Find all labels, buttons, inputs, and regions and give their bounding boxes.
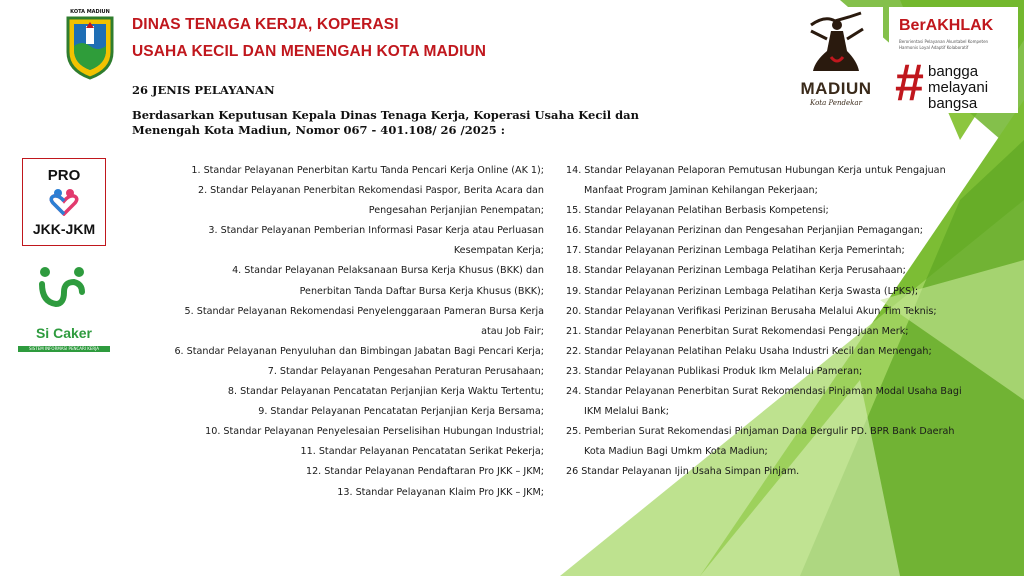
pro-logo-top-text: PRO: [47, 167, 81, 184]
list-item: 1. Standar Pelayanan Penerbitan Kartu Tanda Pencari Kerja Online (AK 1);: [191, 165, 544, 176]
list-item: 13. Standar Pelayanan Klaim Pro JKK – JKM;: [337, 486, 544, 498]
page-title-line-1: DINAS TENAGA KERJA, KOPERASI: [132, 16, 399, 33]
list-item: 17. Standar Pelayanan Perizinan Lembaga Pelatihan Kerja Pemerintah;: [566, 245, 905, 257]
si-caker-tagline: SISTEM INFORMASI PENCARI KERJA: [18, 346, 110, 352]
list-item: 4. Standar Pelayanan Pelaksanaan Bursa Kerja Khusus (BKK) dan: [232, 265, 544, 277]
madiun-wordmark: MADIUN: [800, 79, 872, 98]
bangsa-text: bangsa: [928, 95, 978, 112]
services-list-right: [566, 161, 986, 483]
berakhlak-values-line: Berorientasi Pelayanan Akuntabel Kompeten: [899, 39, 989, 44]
decree-line: Menengah Kota Madiun, Nomor 067 - 401.108/ 26 /2025 :: [132, 122, 505, 137]
list-item: 15. Standar Pelayanan Pelatihan Berbasis Kompetensi;: [566, 205, 829, 217]
list-item: 14. Standar Pelayanan Pelaporan Pemutusan Hubungan Kerja untuk Pengajuan: [566, 165, 946, 176]
list-item: Penerbitan Tanda Daftar Bursa Kerja Khusus (BKK);: [299, 285, 544, 297]
list-item: 18. Standar Pelayanan Perizinan Lembaga Pelatihan Kerja Perusahaan;: [566, 265, 906, 277]
list-item: 26 Standar Pelayanan Ijin Usaha Simpan Pinjam.: [566, 466, 800, 478]
list-item: 8. Standar Pelayanan Pencatatan Perjanjian Kerja Waktu Tertentu;: [227, 386, 544, 398]
list-item: 5. Standar Pelayanan Rekomendasi Penyelenggaraan Pameran Bursa Kerja: [184, 305, 544, 317]
list-item: 7. Standar Pelayanan Pengesahan Peraturan Perusahaan;: [267, 365, 544, 377]
list-item: 16. Standar Pelayanan Perizinan dan Pengesahan Perjanjian Pemagangan;: [566, 225, 924, 237]
list-item: 24. Standar Pelayanan Penerbitan Surat Rekomendasi Pinjaman Modal Usaha Bagi: [566, 386, 962, 398]
pendekar-figure-icon: [805, 11, 867, 77]
list-item: atau Job Fair;: [481, 325, 544, 337]
si-caker-name: Si Caker: [35, 325, 93, 341]
decree-line: Berdasarkan Keputusan Kepala Dinas Tenaga Kerja, Koperasi Usaha Kecil dan: [132, 108, 639, 122]
bangga-text: bangga: [928, 63, 979, 80]
pro-jkk-jkm-logo: [22, 158, 106, 246]
list-item: 11. Standar Pelayanan Pencatatan Serikat Pekerja;: [300, 446, 544, 458]
berakhlak-values-line: Harmonis Loyal Adaptif Kolaboratif: [899, 45, 969, 50]
services-list-left: [140, 161, 544, 503]
list-item: Kota Madiun Bagi Umkm Kota Madiun;: [584, 446, 768, 458]
list-item: 19. Standar Pelayanan Perizinan Lembaga Pelatihan Kerja Swasta (LPKS);: [566, 285, 919, 297]
list-item: 23. Standar Pelayanan Publikasi Produk Ikm Melalui Pameran;: [566, 365, 863, 377]
emblem-caption: KOTA MADIUN: [70, 9, 110, 15]
list-item: 25. Pemberian Surat Rekomendasi Pinjaman Dana Bergulir PD. BPR Bank Daerah: [566, 426, 955, 438]
list-item: 22. Standar Pelayanan Pelatihan Pelaku Usaha Industri Kecil dan Menengah;: [566, 345, 932, 357]
berakhlak-title: BerAKHLAK: [899, 17, 994, 34]
madiun-tagline: Kota Pendekar: [810, 99, 862, 107]
pro-logo-bottom-text: JKK-JKM: [32, 221, 96, 237]
list-item: 21. Standar Pelayanan Penerbitan Surat Rekomendasi Pengajuan Merk;: [566, 325, 909, 337]
list-item: 2. Standar Pelayanan Penerbitan Rekomendasi Paspor, Berita Acara dan: [197, 185, 544, 197]
list-item: IKM Melalui Bank;: [584, 406, 669, 418]
si-caker-logo-icon: [34, 262, 90, 310]
list-item: 6. Standar Pelayanan Penyuluhan dan Bimbingan Jabatan Bagi Pencari Kerja;: [174, 345, 544, 357]
list-item: 3. Standar Pelayanan Pemberian Informasi Pasar Kerja atau Perluasan: [208, 225, 544, 237]
list-item: 10. Standar Pelayanan Penyelesaian Perselisihan Hubungan Industrial;: [205, 426, 544, 438]
heart-people-icon: [48, 188, 80, 216]
list-item: Manfaat Program Jaminan Kehilangan Pekerjaan;: [584, 185, 818, 197]
list-item: 9. Standar Pelayanan Pencatatan Perjanjian Kerja Bersama;: [258, 406, 544, 418]
madiun-kota-pendekar-logo: [789, 7, 883, 113]
berakhlak-bangga-melayani-logo: [889, 7, 1018, 113]
kota-madiun-emblem-icon: [60, 8, 120, 80]
page-title-line-2: USAHA KECIL DAN MENENGAH KOTA MADIUN: [132, 43, 487, 60]
hashtag-icon: #: [895, 54, 924, 112]
list-item: Pengesahan Perjanjian Penempatan;: [368, 205, 544, 217]
decree-reference: [132, 108, 672, 137]
services-count-heading: 26 JENIS PELAYANAN: [132, 83, 275, 97]
list-item: 20. Standar Pelayanan Verifikasi Perizinan Berusaha Melalui Akun Tim Teknis;: [566, 305, 937, 317]
melayani-text: melayani: [928, 79, 989, 96]
list-item: 12. Standar Pelayanan Pendaftaran Pro JKK – JKM;: [305, 466, 544, 478]
list-item: Kesempatan Kerja;: [453, 245, 544, 257]
